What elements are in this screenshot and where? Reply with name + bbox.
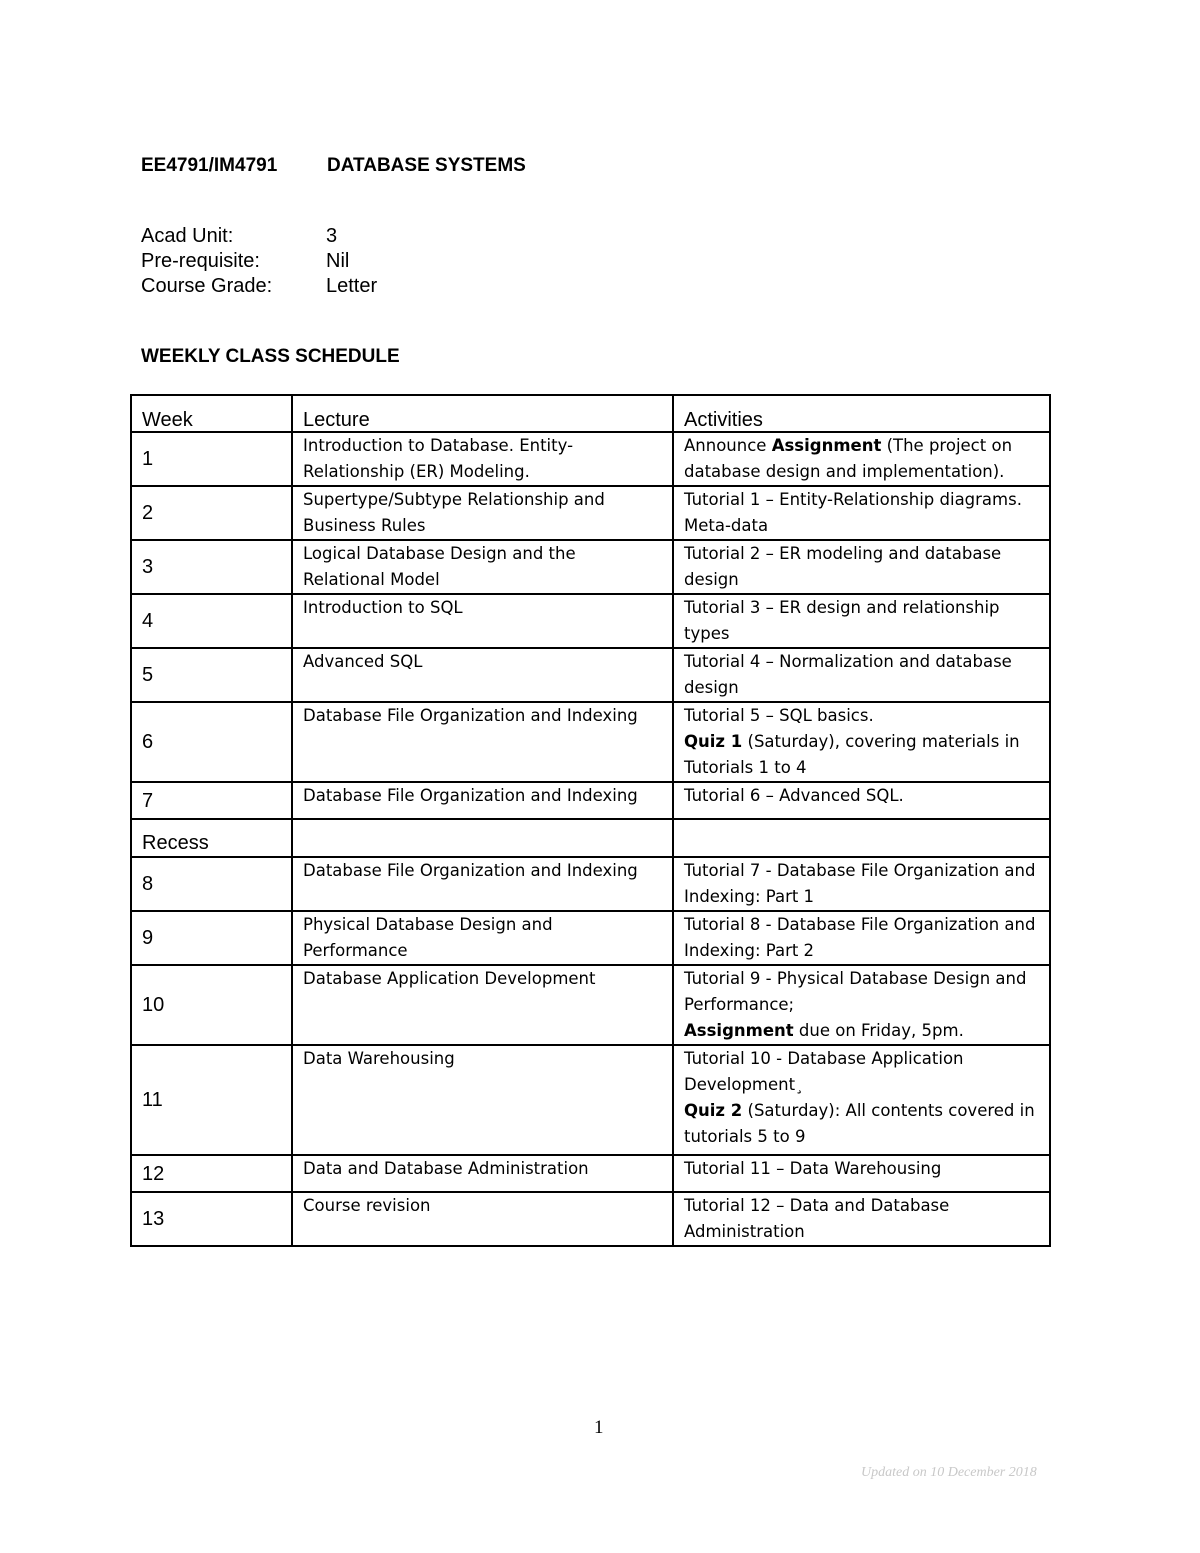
activities-cell [673,1155,1050,1192]
info-label: Course Grade: [141,275,273,297]
lecture-cell: Course revision [292,1192,673,1246]
info-row-prerequisite [141,249,350,274]
course-info [141,224,378,299]
week-cell: 7 [131,782,292,819]
week-cell: Recess [131,819,292,857]
lecture-cell: Introduction to SQL [292,594,673,648]
page-number: 1 [594,1417,604,1438]
activity-text: (The project on database design and implementation). [684,436,1013,481]
activities-cell [673,911,1050,965]
activity-line [684,1046,1039,1098]
week-cell: 9 [131,911,292,965]
activities-cell [673,594,1050,648]
activity-emphasis: Assignment [771,436,882,455]
activities-cell [673,965,1050,1045]
lecture-cell: Database File Organization and Indexing [292,857,673,911]
table-row [131,782,1050,819]
lecture-cell: Data and Database Administration [292,1155,673,1192]
activities-cell [673,782,1050,819]
activity-line [684,912,1039,964]
activity-text: Tutorial 10 - Database Application Development¸ [684,1049,964,1094]
week-cell: 1 [131,432,292,486]
activity-line [684,858,1039,910]
header-activities: Activities [673,395,1050,432]
lecture-cell: Data Warehousing [292,1045,673,1155]
activity-emphasis: Quiz 1 [684,732,743,751]
activity-text: Tutorial 3 – ER design and relationship types [684,598,1000,643]
lecture-cell [292,819,673,857]
week-cell: 11 [131,1045,292,1155]
week-cell: 12 [131,1155,292,1192]
lecture-cell: Database File Organization and Indexing [292,702,673,782]
info-label: Acad Unit: [141,225,234,247]
activities-cell [673,540,1050,594]
course-name: DATABASE SYSTEMS [327,155,526,176]
info-row-acad-unit [141,224,338,249]
header-lecture: Lecture [292,395,673,432]
info-label: Pre-requisite: [141,250,260,272]
activity-line [684,966,1039,1018]
activity-text: Tutorial 5 – SQL basics. [684,706,874,725]
activity-line [684,729,1039,781]
activities-cell [673,648,1050,702]
activity-text: Announce [684,436,772,455]
activity-text: Tutorial 6 – Advanced SQL. [684,786,904,805]
lecture-cell: Supertype/Subtype Relationship and Business Rules [292,486,673,540]
activities-cell [673,486,1050,540]
table-row [131,1192,1050,1246]
week-cell: 5 [131,648,292,702]
activities-cell [673,819,1050,857]
activity-line [684,649,1039,701]
table-row [131,911,1050,965]
week-cell: 2 [131,486,292,540]
activity-emphasis: Assignment [684,1021,794,1040]
lecture-cell: Logical Database Design and the Relational Model [292,540,673,594]
activities-cell [673,1192,1050,1246]
table-row [131,594,1050,648]
week-cell: 10 [131,965,292,1045]
lecture-cell: Advanced SQL [292,648,673,702]
activities-cell [673,432,1050,486]
course-heading [141,155,526,177]
activity-line [684,703,1039,729]
info-value: Letter [326,275,378,297]
activity-text: Tutorial 12 – Data and Database Administration [684,1196,950,1241]
activity-line [684,433,1039,485]
activity-line [684,595,1039,647]
table-row [131,486,1050,540]
activity-text: Tutorial 8 - Database File Organization and Indexing: Part 2 [684,915,1036,960]
activity-line [684,1098,1039,1150]
table-row [131,648,1050,702]
activity-text: Tutorial 4 – Normalization and database design [684,652,1012,697]
week-cell: 4 [131,594,292,648]
header-week: Week [131,395,292,432]
table-row [131,1045,1050,1155]
table-row [131,540,1050,594]
activity-text: (Saturday): All contents covered in tutorials 5 to 9 [684,1101,1035,1146]
activity-line [684,783,1039,809]
activity-emphasis: Quiz 2 [684,1101,743,1120]
lecture-cell: Physical Database Design and Performance [292,911,673,965]
lecture-cell: Introduction to Database. Entity-Relationship (ER) Modeling. [292,432,673,486]
info-value: Nil [326,250,350,272]
activity-text: (Saturday), covering materials in Tutorials 1 to 4 [684,732,1020,777]
activities-cell [673,857,1050,911]
activities-cell [673,1045,1050,1155]
activity-line [684,1156,1039,1182]
info-row-course-grade [141,274,378,299]
schedule-table [130,394,1051,1247]
activity-text: Tutorial 1 – Entity-Relationship diagrams. Meta-data [684,490,1022,535]
activity-text: Tutorial 9 - Physical Database Design and Performance; [684,969,1027,1014]
table-row [131,702,1050,782]
week-cell: 6 [131,702,292,782]
table-row [131,965,1050,1045]
activity-text: Tutorial 11 – Data Warehousing [684,1159,942,1178]
activity-text: Tutorial 7 - Database File Organization and Indexing: Part 1 [684,861,1036,906]
lecture-cell: Database Application Development [292,965,673,1045]
activity-text: due on Friday, 5pm. [793,1021,964,1040]
footer-note: Updated on 10 December 2018 [861,1465,1037,1480]
activity-line [684,1193,1039,1245]
week-cell: 13 [131,1192,292,1246]
table-row [131,857,1050,911]
activity-line [684,487,1039,539]
table-row [131,432,1050,486]
course-code: EE4791/IM4791 [141,155,278,176]
activities-cell [673,702,1050,782]
lecture-cell: Database File Organization and Indexing [292,782,673,819]
activity-text: Tutorial 2 – ER modeling and database design [684,544,1002,589]
table-header-row [131,395,1050,432]
schedule-title: WEEKLY CLASS SCHEDULE [141,346,400,367]
activity-line [684,541,1039,593]
week-cell: 3 [131,540,292,594]
table-row [131,819,1050,857]
table-row [131,1155,1050,1192]
week-cell: 8 [131,857,292,911]
activity-line [684,1018,1039,1044]
info-value: 3 [326,225,338,247]
